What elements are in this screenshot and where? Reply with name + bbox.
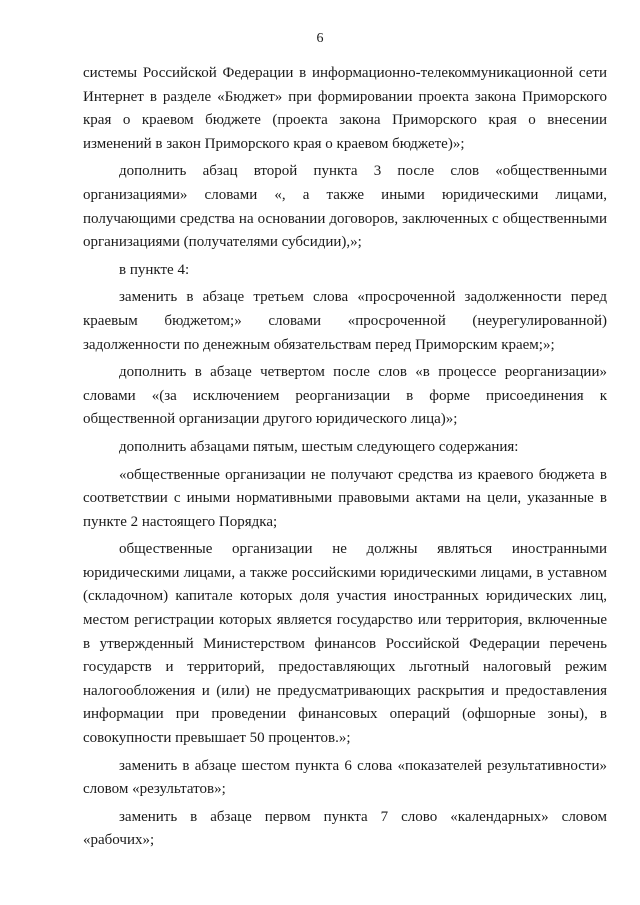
- paragraph: заменить в абзаце первом пункта 7 слово «календарных» словом «рабочих»;: [83, 808, 607, 849]
- paragraph: в пункте 4:: [119, 261, 190, 278]
- paragraph: заменить в абзаце третьем слова «просроченной задолженности перед краевым бюджетом;» словами «просроченной (неурегулированной) задолженности по денежным обязательствам перед Приморским краем;»;: [83, 289, 607, 353]
- page-number: 6: [316, 31, 324, 46]
- paragraph: общественные организации не должны являться иностранными юридическими лицами, а также российскими юридическими лицами, в уставном (складочном) капитале которых доля участия иностранных юридических лиц, местом регистрации которых является государство или территория, включенные в утвержденный Министерством финансов Российской Федерации перечень государств и территорий, предоставляющих льготный налоговый режим налогообложения и (или) не предусматривающих раскрытия и предоставления информации при проведении финансовых операций (офшорные зоны), в совокупности превышает 50 процентов.»;: [83, 541, 607, 747]
- paragraph: «общественные организации не получают средства из краевого бюджета в соответствии с иными нормативными правовыми актами на цели, указанные в пункте 2 настоящего Порядка;: [83, 466, 607, 530]
- document-body: [83, 62, 607, 857]
- paragraph: дополнить абзацами пятым, шестым следующего содержания:: [119, 438, 519, 455]
- paragraph: заменить в абзаце шестом пункта 6 слова «показателей результативности» словом «результатов»;: [83, 757, 607, 798]
- paragraph: системы Российской Федерации в информационно-телекоммуникационной сети Интернет в разделе «Бюджет» при формировании проекта закона Приморского края о краевом бюджете (проекта закона Приморского края о внесении изменений в закон Приморского края о краевом бюджете)»;: [83, 65, 607, 152]
- paragraph: дополнить абзац второй пункта 3 после слов «общественными организациями» словами «, а также иными юридическими лицами, получающими средства на основании договоров, заключенных с общественными организациями (получателями субсидии),»;: [83, 163, 607, 251]
- paragraph: дополнить в абзаце четвертом после слов «в процессе реорганизации» словами «(за исключением реорганизации в форме присоединения к общественной организации другого юридического лица)»;: [83, 364, 607, 428]
